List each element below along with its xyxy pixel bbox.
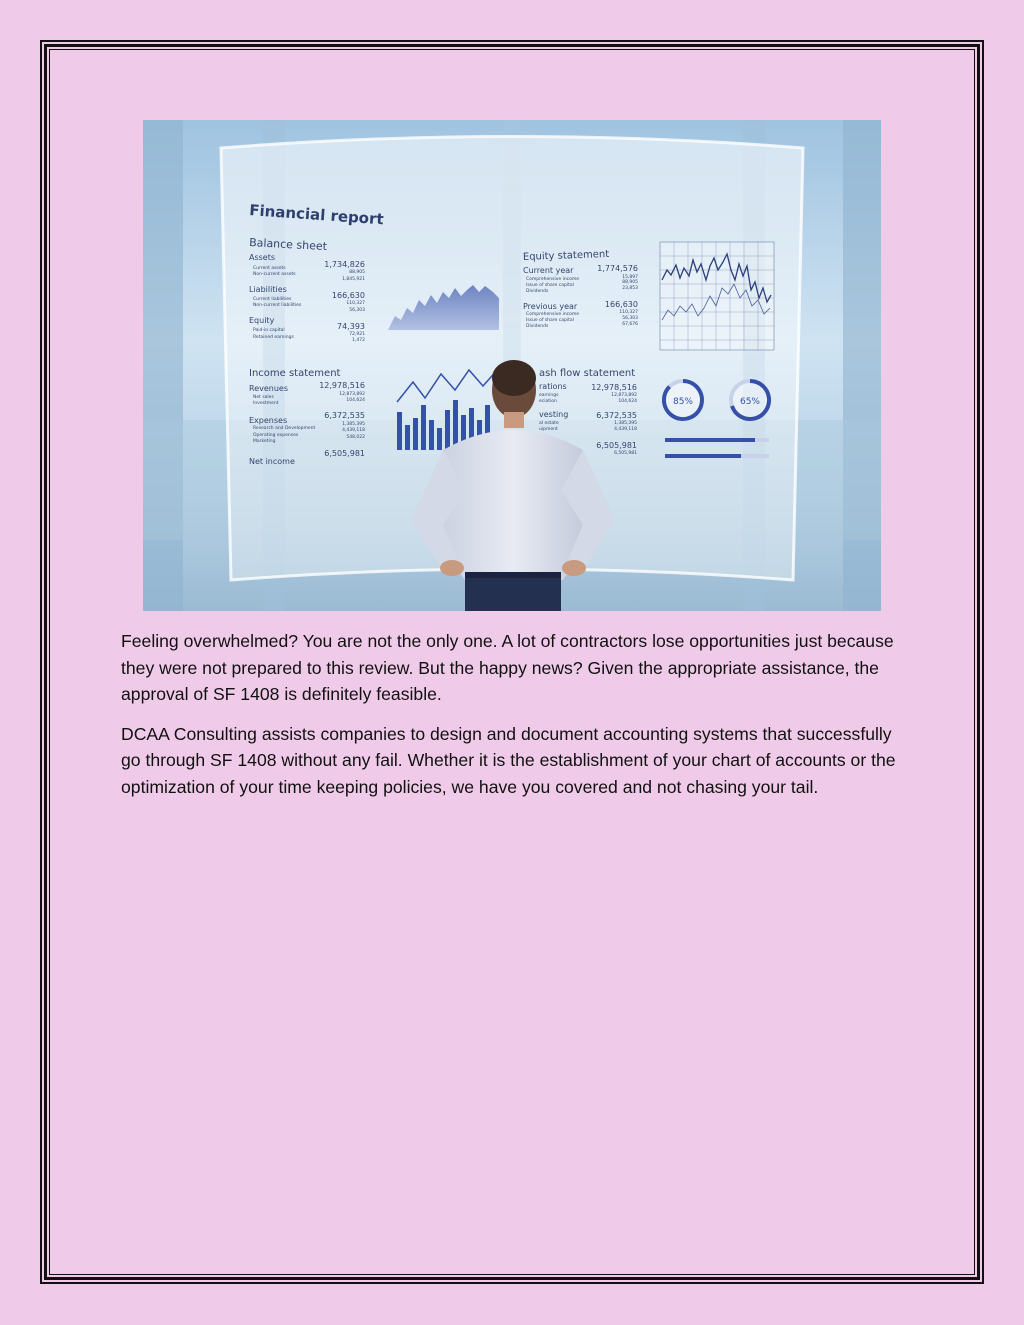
cash-flow-row-label: rations xyxy=(539,382,567,391)
balance-row-value: 1,845,921 xyxy=(342,277,365,282)
cash-flow-row-value: 6,505,981 xyxy=(614,451,637,456)
income-row-label: Net sales xyxy=(253,395,274,400)
equity-row-label: Comprehensive income xyxy=(526,312,580,317)
equity-row-value: 56,303 xyxy=(622,316,638,321)
balance-row-label: Equity xyxy=(249,316,275,325)
cash-flow-row-value: 4,439,118 xyxy=(614,427,637,432)
gauge-85 xyxy=(664,381,702,419)
equity-row-label: Current year xyxy=(523,266,574,275)
balance-row-value: 166,630 xyxy=(331,291,365,300)
cash-flow-heading: ash flow statement xyxy=(539,368,636,379)
gauge-85-label: 85% xyxy=(672,397,694,407)
balance-row-value: 74,393 xyxy=(337,322,365,331)
cash-flow-row-label: uipment xyxy=(539,427,558,432)
cash-flow-row-value: 6,505,981 xyxy=(596,441,637,450)
balance-row-label: Non-current assets xyxy=(253,272,296,277)
equity-row-label: Issue of share capital xyxy=(526,283,574,288)
balance-row-value: 1,472 xyxy=(352,338,365,343)
income-row-value: 548,022 xyxy=(346,435,365,440)
income-row-label: Marketing xyxy=(253,439,276,444)
equity-row-value: 67,676 xyxy=(622,322,638,327)
equity-row-value: 23,853 xyxy=(622,286,638,291)
cash-flow-row-value: 12,873,892 xyxy=(611,393,637,398)
candlestick-chart xyxy=(660,242,774,350)
cash-flow-row-value: 12,978,516 xyxy=(591,383,637,392)
equity-row-value: 1,774,576 xyxy=(597,264,638,273)
balance-row-label: Current liabilities xyxy=(253,297,292,302)
income-row-value: 12,978,516 xyxy=(319,381,365,390)
cash-flow-row-value: 104,624 xyxy=(618,399,637,404)
cash-flow-row-value: 1,385,395 xyxy=(614,421,637,426)
equity-statement-heading: Equity statement xyxy=(522,248,610,263)
income-row-value: 1,385,395 xyxy=(342,422,365,427)
balance-sheet-heading: Balance sheet xyxy=(248,236,328,254)
balance-row-label: Current assets xyxy=(253,266,286,271)
equity-row-label: Previous year xyxy=(523,302,578,311)
cash-flow-row-label: eciation xyxy=(539,399,557,404)
income-statement-heading: Income statement xyxy=(249,368,341,379)
balance-row-value: 88,905 xyxy=(349,270,365,275)
balance-row-label: Paid-in capital xyxy=(253,328,285,333)
equity-row-value: 15,897 xyxy=(622,275,638,280)
equity-row-label: Dividends xyxy=(526,289,549,294)
balance-row-value: 56,303 xyxy=(349,308,365,313)
equity-row-value: 88,905 xyxy=(622,280,638,285)
cash-flow-row-label: al estate xyxy=(539,421,559,426)
financial-report-photo xyxy=(143,120,881,611)
paragraph-1: Feeling overwhelmed? You are not the only one. A lot of contractors lose opportunities just because they were not prepared to this review. But the happy news? Given the appropriate assistance, the approval of SF 1408 is definitely feasible. xyxy=(121,631,894,704)
equity-row-label: Issue of share capital xyxy=(526,318,574,323)
balance-row-value: 72,921 xyxy=(349,332,365,337)
cash-flow-row-label: earnings xyxy=(539,393,559,398)
equity-row-label: Comprehensive income xyxy=(526,277,580,282)
cash-flow-row-value: 6,372,535 xyxy=(596,411,637,420)
income-row-label: Expenses xyxy=(249,416,288,425)
balance-row-value: 1,734,826 xyxy=(324,260,365,269)
balance-row-label: Non-current liabilities xyxy=(253,303,302,308)
equity-row-value: 166,630 xyxy=(604,300,638,309)
balance-row-label: Assets xyxy=(249,253,276,262)
cash-flow-row-label: vesting xyxy=(539,410,569,419)
income-row-value: 6,372,535 xyxy=(324,411,365,420)
income-row-value: 4,439,118 xyxy=(342,428,365,433)
report-title: Financial report xyxy=(248,201,385,229)
paragraph-2: DCAA Consulting assists companies to design and document accounting systems that successfully go through SF 1408 without any fail. Whether it is the establishment of your chart of accounts or the optimization of your time keeping policies, we have you covered and not chasing your tail. xyxy=(121,723,896,797)
income-row-value: 12,873,892 xyxy=(339,392,365,397)
income-row-value: 104,624 xyxy=(346,398,365,403)
body-text xyxy=(121,628,911,813)
equity-row-value: 110,327 xyxy=(619,310,638,315)
balance-row-label: Liabilities xyxy=(249,285,287,294)
income-row-label: Revenues xyxy=(249,384,289,393)
balance-row-value: 110,327 xyxy=(346,301,365,306)
gauge-65-label: 65% xyxy=(739,397,761,407)
equity-row-label: Dividends xyxy=(526,324,549,329)
income-row-value: 6,505,981 xyxy=(324,449,365,458)
balance-row-label: Retained earnings xyxy=(253,335,294,340)
income-row-label: Net income xyxy=(249,457,295,466)
income-row-label: Research and Development xyxy=(253,426,316,431)
income-row-label: Investment xyxy=(253,401,279,406)
gauge-65 xyxy=(731,381,769,419)
income-row-label: Operating expenses xyxy=(253,433,299,438)
